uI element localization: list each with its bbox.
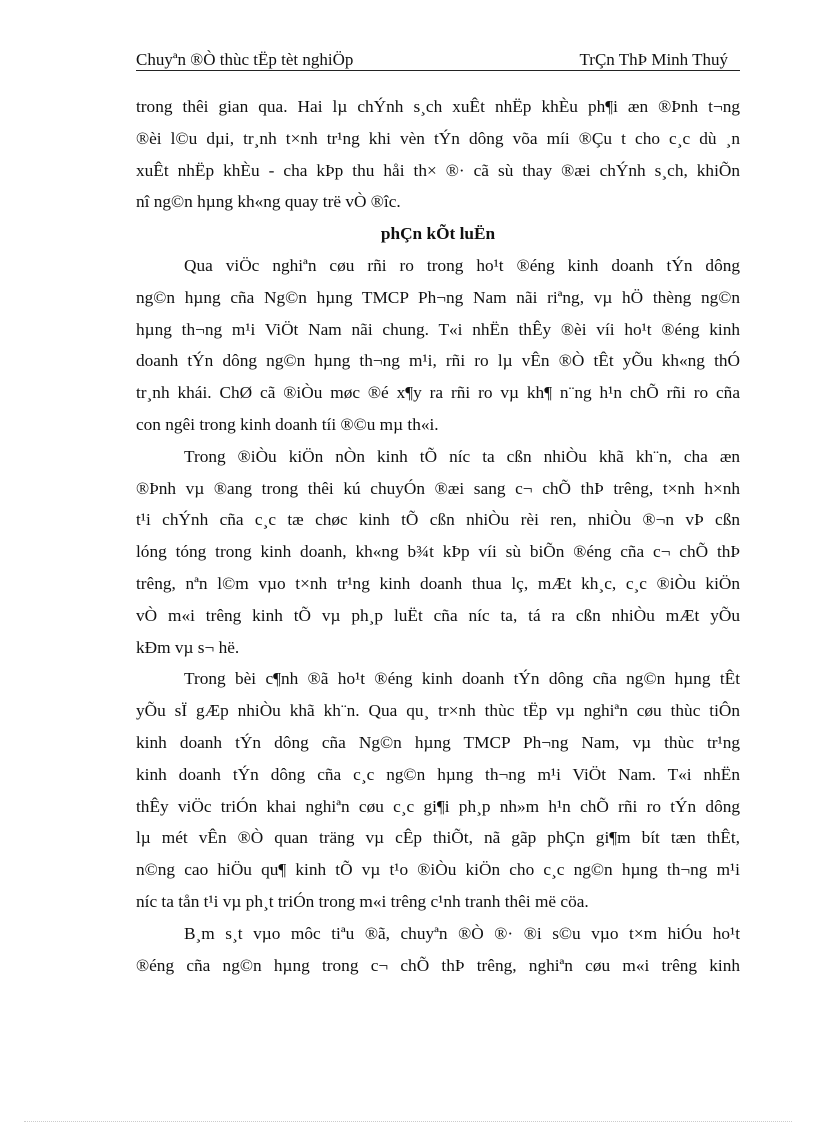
text-line: hµng th¬ng m¹i ViÖt Nam nãi chung. T«i nhËn thÊy ®èi víi ho¹t ®éng kinh	[136, 319, 740, 339]
document-body	[136, 91, 740, 981]
text-line: Trong bèi c¶nh ®ã ho¹t ®éng kinh doanh tÝn dông cña ng©n hµng tÊt	[184, 669, 740, 689]
text-line: kinh doanh tÝn dông cña c¸c ng©n hµng th¬ng m¹i ViÖt Nam. T«i nhËn	[136, 764, 740, 784]
text-line: trong thêi gian qua. Hai lµ chÝnh s¸ch xuÊt nhËp khÈu ph¶i æn ®Þnh t¬ng	[136, 97, 740, 116]
text-line: Qua viÖc nghiªn cøu rñi ro trong ho¹t ®éng kinh doanh tÝn dông	[184, 255, 740, 275]
header-title: Chuyªn ®Ò thùc tËp tèt nghiÖp	[136, 50, 354, 69]
text-line: vÒ m«i trêng kinh tÕ vµ ph¸p luËt cña níc ta, tá ra cßn nhiÒu mÆt yÕu	[136, 605, 740, 625]
text-line: Trong ®iÒu kiÖn nÒn kinh tÕ níc ta cßn nhiÒu khã kh¨n, cha æn	[184, 446, 740, 466]
text-line: yÕu sÏ gÆp nhiÒu khã kh¨n. Qua qu¸ tr×nh thùc tËp vµ nghiªn cøu thùc tiÔn	[136, 701, 740, 721]
text-line: lµ mét vÊn ®Ò quan träng vµ cÊp thiÕt, nã gãp phÇn gi¶m bít tæn thÊt,	[136, 828, 740, 848]
section-heading: phÇn kÕt luËn	[380, 224, 496, 244]
text-line: nî ng©n hµng kh«ng quay trë vÒ ®îc.	[136, 192, 401, 212]
text-line: doanh tÝn dông ng©n hµng th¬ng m¹i, rñi ro lµ vÊn ®Ò tÊt yÕu kh«ng thÓ	[136, 351, 740, 371]
text-line: con ngêi trong kinh doanh tíi ®©u mµ th«i.	[136, 414, 439, 434]
header-author: TrÇn ThÞ Minh Thuý	[579, 50, 728, 69]
text-line: ng©n hµng cña Ng©n hµng TMCP Ph¬ng Nam nãi riªng, vµ hÖ thèng ng©n	[136, 287, 740, 307]
page-bottom-rule	[24, 1121, 792, 1122]
text-line: B¸m s¸t vµo môc tiªu ®ã, chuyªn ®Ò ®· ®i s©u vµo t×m hiÓu ho¹t	[184, 923, 740, 943]
text-line: kinh doanh tÝn dông cña Ng©n hµng TMCP Ph¬ng Nam, vµ thùc tr¹ng	[136, 732, 740, 752]
page-header	[136, 48, 740, 71]
text-line: níc ta tån t¹i vµ ph¸t triÓn trong m«i trêng c¹nh tranh thêi më cöa.	[136, 891, 589, 911]
text-line: ®éng cña ng©n hµng trong c¬ chÕ thÞ trêng, nghiªn cøu m«i trêng kinh	[136, 955, 740, 975]
text-line: trêng, nªn l©m vµo t×nh tr¹ng kinh doanh thua lç, mÆt kh¸c, c¸c ®iÒu kiÖn	[136, 573, 740, 593]
text-line: tr¸nh khái. ChØ cã ®iÒu møc ®é x¶y ra rñi ro vµ kh¶ n¨ng h¹n chÕ rñi ro cña	[136, 383, 740, 403]
text-line: ®èi l©u dµi, tr¸nh t×nh tr¹ng khi vèn tÝn dông võa míi ®Çu t cho c¸c dù ¸n	[136, 128, 740, 148]
text-line: t¹i chÝnh cña c¸c tæ chøc kinh tÕ cßn nhiÒu rèi ren, nhiÒu ®¬n vÞ cßn	[136, 510, 740, 530]
text-line: xuÊt nhËp khÈu - cha kÞp thu håi th× ®· cã sù thay ®æi chÝnh s¸ch, khiÕn	[136, 160, 740, 180]
text-line: kÐm vµ s¬ hë.	[136, 637, 240, 657]
text-line: ®Þnh vµ ®ang trong thêi kú chuyÓn ®æi sang c¬ chÕ thÞ trêng, t×nh h×nh	[136, 478, 740, 498]
text-line: lóng tóng trong kinh doanh, kh«ng b¾t kÞp víi sù biÕn ®éng cña c¬ chÕ thÞ	[136, 542, 740, 562]
text-line: n©ng cao hiÖu qu¶ kinh tÕ vµ t¹o ®iÒu kiÖn cho c¸c ng©n hµng th¬ng m¹i	[136, 860, 740, 880]
text-line: thÊy viÖc triÓn khai nghiªn cøu c¸c gi¶i ph¸p nh»m h¹n chÕ rñi ro tÝn dông	[136, 796, 740, 816]
